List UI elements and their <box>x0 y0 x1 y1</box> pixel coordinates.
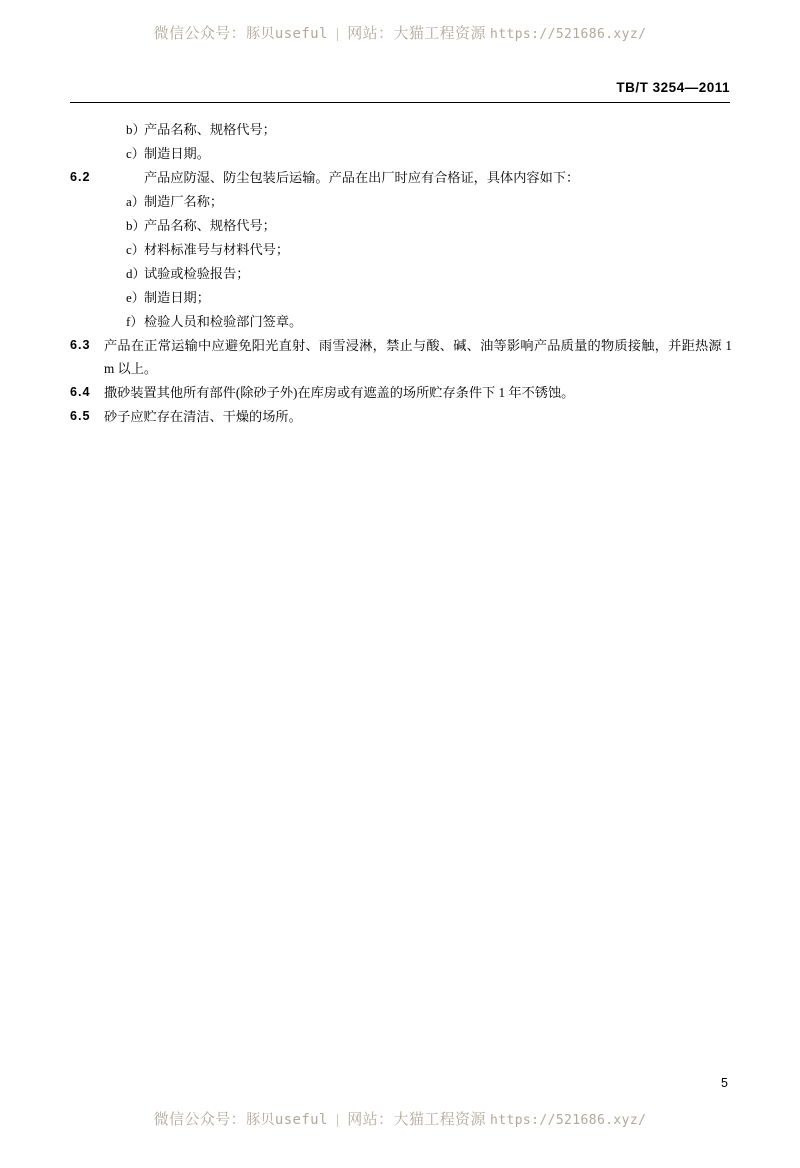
clause-item <box>70 118 732 141</box>
clause-6-5 <box>70 405 732 428</box>
clause-6-3 <box>70 334 732 380</box>
item-text: 产品名称、规格代号； <box>144 218 276 233</box>
item-text: 制造日期。 <box>144 146 210 161</box>
watermark-site-name: 大猫工程资源 <box>393 1112 486 1128</box>
document-body <box>70 118 732 429</box>
watermark-bottom <box>0 1108 800 1129</box>
item-label: b） <box>126 218 146 233</box>
item-text: 材料标准号与材料代号； <box>144 242 290 257</box>
clause-item <box>70 310 732 333</box>
item-text: 试验或检验报告； <box>144 266 250 281</box>
item-label: d） <box>126 266 146 281</box>
clause-item <box>70 142 732 165</box>
page-number: 5 <box>721 1076 728 1090</box>
clause-6-4 <box>70 381 732 404</box>
watermark-separator: | <box>335 1112 340 1128</box>
item-label: c） <box>126 242 145 257</box>
watermark-separator: | <box>335 26 340 42</box>
watermark-prefix: 微信公众号： <box>153 1112 247 1128</box>
watermark-account: 豚贝useful <box>246 26 328 42</box>
clause-text: 产品在正常运输中应避免阳光直射、雨雪浸淋，禁止与酸、碱、油等影响产品质量的物质接触，并距热源 1 m 以上。 <box>104 338 732 376</box>
clause-number: 6.5 <box>70 409 91 423</box>
watermark-account: 豚贝useful <box>246 1112 328 1128</box>
watermark-url: https://521686.xyz/ <box>490 27 647 42</box>
clause-item <box>70 238 732 261</box>
item-text: 产品名称、规格代号； <box>144 122 276 137</box>
item-label: c） <box>126 146 145 161</box>
item-label: a） <box>126 194 145 209</box>
item-text: 制造厂名称； <box>144 194 224 209</box>
watermark-url: https://521686.xyz/ <box>490 1113 647 1128</box>
clause-item <box>70 286 732 309</box>
item-text: 制造日期； <box>144 290 210 305</box>
clause-number: 6.3 <box>70 338 91 352</box>
watermark-site-name: 大猫工程资源 <box>393 26 486 42</box>
item-label: e） <box>126 290 145 305</box>
watermark-site-label: 网站： <box>347 26 394 42</box>
clause-6-2 <box>70 166 732 189</box>
clause-item <box>70 262 732 285</box>
standard-number-header: TB/T 3254—2011 <box>616 80 730 95</box>
watermark-prefix: 微信公众号： <box>153 26 247 42</box>
item-label: f） <box>126 314 144 329</box>
header-rule <box>70 102 730 103</box>
clause-number: 6.2 <box>70 170 91 184</box>
watermark-top <box>0 22 800 43</box>
watermark-site-label: 网站： <box>347 1112 394 1128</box>
clause-item <box>70 214 732 237</box>
clause-number: 6.4 <box>70 385 91 399</box>
item-label: b） <box>126 122 146 137</box>
item-text: 检验人员和检验部门签章。 <box>144 314 303 329</box>
clause-text: 撒砂装置其他所有部件(除砂子外)在库房或有遮盖的场所贮存条件下 1 年不锈蚀。 <box>104 385 575 400</box>
clause-item <box>70 190 732 213</box>
clause-text: 产品应防湿、防尘包装后运输。产品在出厂时应有合格证，具体内容如下： <box>144 170 580 185</box>
clause-text: 砂子应贮存在清洁、干燥的场所。 <box>104 409 302 424</box>
